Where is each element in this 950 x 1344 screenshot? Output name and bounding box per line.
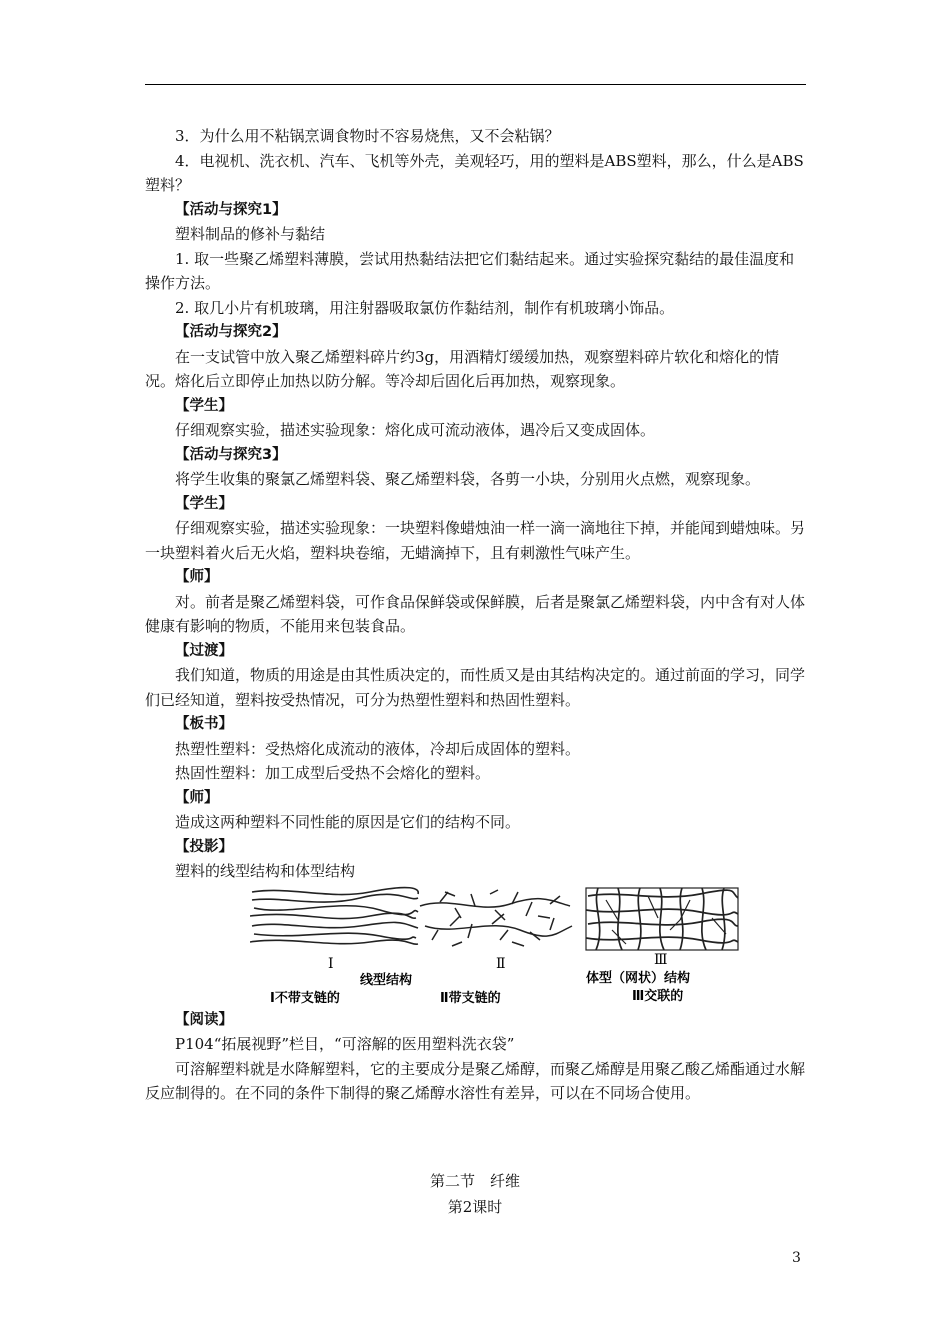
caption-network: 体型（网状）结构: [586, 970, 691, 986]
heading-activity-2: 【活动与探究2】: [175, 324, 287, 340]
heading-student-2: 【学生】: [175, 495, 233, 512]
section-title: 第二节 纤维: [429, 1172, 520, 1190]
heading-reading: 【阅读】: [175, 1011, 233, 1028]
caption-crosslink: Ⅲ交联的: [632, 988, 684, 1004]
student-2-text: 仔细观察实验，描述实验现象：一块塑料像蜡烛油一样一滴一滴地往下掉，并能闻到蜡烛味。另一块塑料着火后无火焰，塑料块卷缩，无蜡滴掉下，且有刺激性气味产生。: [145, 519, 806, 562]
heading-teacher-1: 【师】: [175, 569, 219, 585]
question-3: 3．为什么用不粘锅烹调食物时不容易烧焦，又不会粘锅？: [175, 127, 560, 145]
heading-teacher-2: 【师】: [175, 789, 219, 806]
heading-projection: 【投影】: [175, 838, 233, 855]
teacher-1-text: 对。前者是聚乙烯塑料袋，可作食品保鲜袋或保鲜膜，后者是聚氯乙烯塑料袋，内中含有对人体健康有影响的物质，不能用来包装食品。: [145, 592, 806, 635]
polymer-structure-diagram: [250, 886, 740, 1006]
page-number: 3: [792, 1250, 801, 1266]
reading-line-1: P104“拓展视野”栏目，“可溶解的医用塑料洗衣袋”: [175, 1035, 515, 1053]
teacher-2-text: 造成这两种塑料不同性能的原因是它们的结构不同。: [175, 813, 521, 831]
label-II: Ⅱ: [496, 955, 506, 972]
question-4: 4．电视机、洗衣机、汽车、飞机等外壳，美观轻巧，用的塑料是ABS塑料，那么，什么是ABS塑料？: [145, 151, 804, 194]
activity-1-title: 塑料制品的修补与黏结: [175, 225, 326, 243]
activity-1-step-2: 2. 取几小片有机玻璃，用注射器吸取氯仿作黏结剂，制作有机玻璃小饰品。: [175, 298, 675, 317]
linear-chains-illustration: [250, 887, 418, 944]
transition-text: 我们知道，物质的用途是由其性质决定的，而性质又是由其结构决定的。通过前面的学习，同学们已经知道，塑料按受热情况，可分为热塑性塑料和热固性塑料。: [145, 666, 806, 709]
branched-chains-illustration: [420, 890, 572, 946]
activity-3-text: 将学生收集的聚氯乙烯塑料袋、聚乙烯塑料袋，各剪一小块，分别用火点燃，观察现象。: [175, 470, 761, 488]
student-1-text: 仔细观察实验，描述实验现象：熔化成可流动液体，遇冷后又变成固体。: [175, 421, 656, 439]
activity-2-text: 在一支试管中放入聚乙烯塑料碎片约3g，用酒精灯缓缓加热，观察塑料碎片软化和熔化的情况。熔化后立即停止加热以防分解。等冷却后固化后再加热，观察现象。: [145, 347, 780, 390]
polymer-structure-figure: [145, 886, 806, 1006]
board-line-2: 热固性塑料：加工成型后受热不会熔化的塑料。: [175, 764, 491, 782]
heading-board: 【板书】: [175, 716, 233, 732]
heading-transition: 【过渡】: [175, 642, 233, 659]
label-I: Ⅰ: [328, 955, 334, 972]
network-structure-illustration: [586, 888, 738, 950]
lesson-title: 第2课时: [447, 1198, 503, 1216]
caption-no-branch: Ⅰ不带支链的: [270, 990, 340, 1006]
reading-line-2: 可溶解塑料就是水降解塑料，它的主要成分是聚乙烯醇，而聚乙烯醇是用聚乙酸乙烯酯通过水解反应制得的。在不同的条件下制得的聚乙烯醇水溶性有差异，可以在不同场合使用。: [145, 1059, 806, 1102]
heading-student-1: 【学生】: [175, 397, 233, 414]
caption-linear: 线型结构: [360, 972, 413, 988]
activity-1-step-1: 1. 取一些聚乙烯塑料薄膜，尝试用热黏结法把它们黏结起来。通过实验探究黏结的最佳温度和操作方法。: [145, 249, 795, 292]
caption-branch: Ⅱ带支链的: [440, 990, 501, 1006]
heading-activity-1: 【活动与探究1】: [175, 201, 287, 218]
document-body: [145, 124, 806, 1106]
header-rule: [145, 84, 806, 85]
board-line-1: 热塑性塑料：受热熔化成流动的液体，冷却后成固体的塑料。: [175, 739, 581, 758]
label-III: Ⅲ: [654, 951, 668, 968]
heading-activity-3: 【活动与探究3】: [175, 446, 287, 463]
projection-text: 塑料的线型结构和体型结构: [175, 862, 356, 880]
